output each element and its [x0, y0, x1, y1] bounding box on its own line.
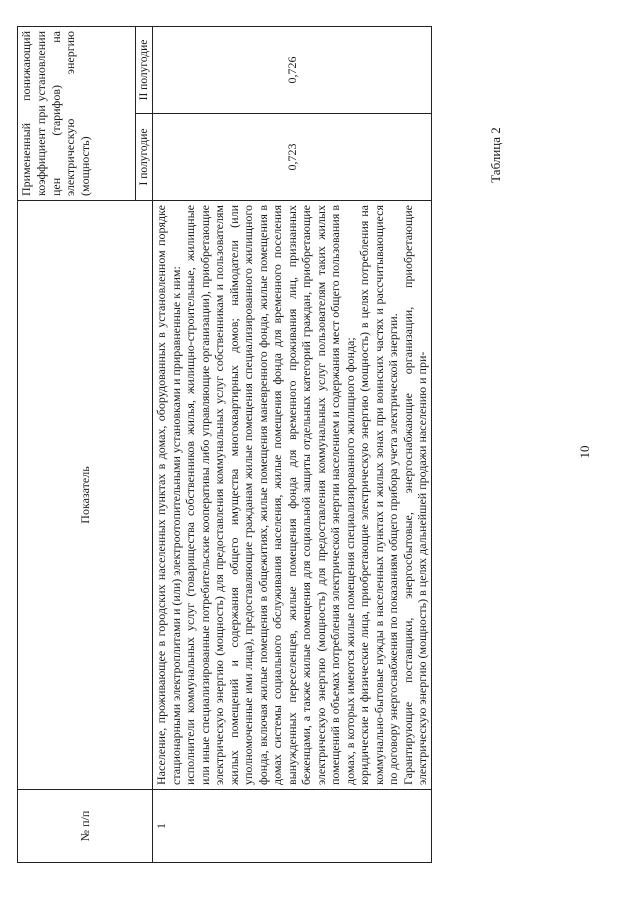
value-half-year-2: 0,726 [153, 26, 432, 113]
value-half-year-1: 0,723 [153, 114, 432, 201]
header-half-year-1: I полугодие [135, 114, 152, 201]
header-half-year-2: II полугодие [135, 26, 152, 113]
indicator-paragraph: Гарантирующие поставщики, энергосбытовые, энергоснабжающие организации, приобретающие электрическую энергию (мощность) в целях дальнейшей продажи населению и при- [400, 205, 429, 785]
page-number: 10 [577, 445, 592, 459]
indicator-paragraph: исполнители коммунальных услуг (товарищества собственников жилья, жилищно-строительные, жилищные или иные специализированные потребительские кооперативы либо управляющие организации), приобретающие электрическую энергию (мощность) для предоставления коммунальных услуг собственникам и пользователям жилых помещений и содержания общего имущества многоквартирных домов; наймодатели (или уполномоченные ими лица), предоставляющие гражданам жилые помещения специализированного жилищного фонда, включая жилые помещения в общежитиях, жилые помещения маневренного фонда, жилые помещения в домах системы социального обслуживания населения, жилые помещения фонда для временного поселения вынужденных переселенцев, жилые помещения фонда для временного проживания лиц, признанных беженцами, а также жилые помещения для социальной защиты отдельных категорий граждан, приобретающие электрическую энергию (мощность) для предоставления коммунальных услуг пользователям таких жилых помещений в объемах потребления электрической энергии населением и содержания мест общего пользования в домах, в которых имеются жилые помещения специализированного жилищного фонда; [183, 205, 357, 785]
row-number: 1 [153, 790, 432, 863]
indicator-text [153, 201, 432, 790]
table-header-row [18, 26, 136, 862]
header-row-number: № п/п [18, 790, 153, 863]
table-row [153, 26, 432, 862]
coefficient-table [17, 26, 432, 863]
indicator-paragraph: Население, проживающее в городских населенных пунктах в домах, оборудованных в установленном порядке стационарными электроплитами и (или) электроотопительными установками и приравненные к ним: [154, 205, 183, 785]
table-caption: Таблица 2 [488, 127, 503, 183]
header-coefficient: Примененный понижающий коэффициент при установлении цен (тарифов) на электрическую энергию (мощность) [18, 26, 136, 200]
indicator-paragraph: юридические и физические лица, приобретающие электрическую энергию (мощность) в целях потребления на коммунально-бытовые нужды в населенных пунктах и жилых зонах при воинских частях и рассчитывающиеся по договору энергоснабжения по показаниям общего прибора учета электрической энергии. [357, 205, 400, 785]
header-indicator: Показатель [18, 201, 153, 790]
